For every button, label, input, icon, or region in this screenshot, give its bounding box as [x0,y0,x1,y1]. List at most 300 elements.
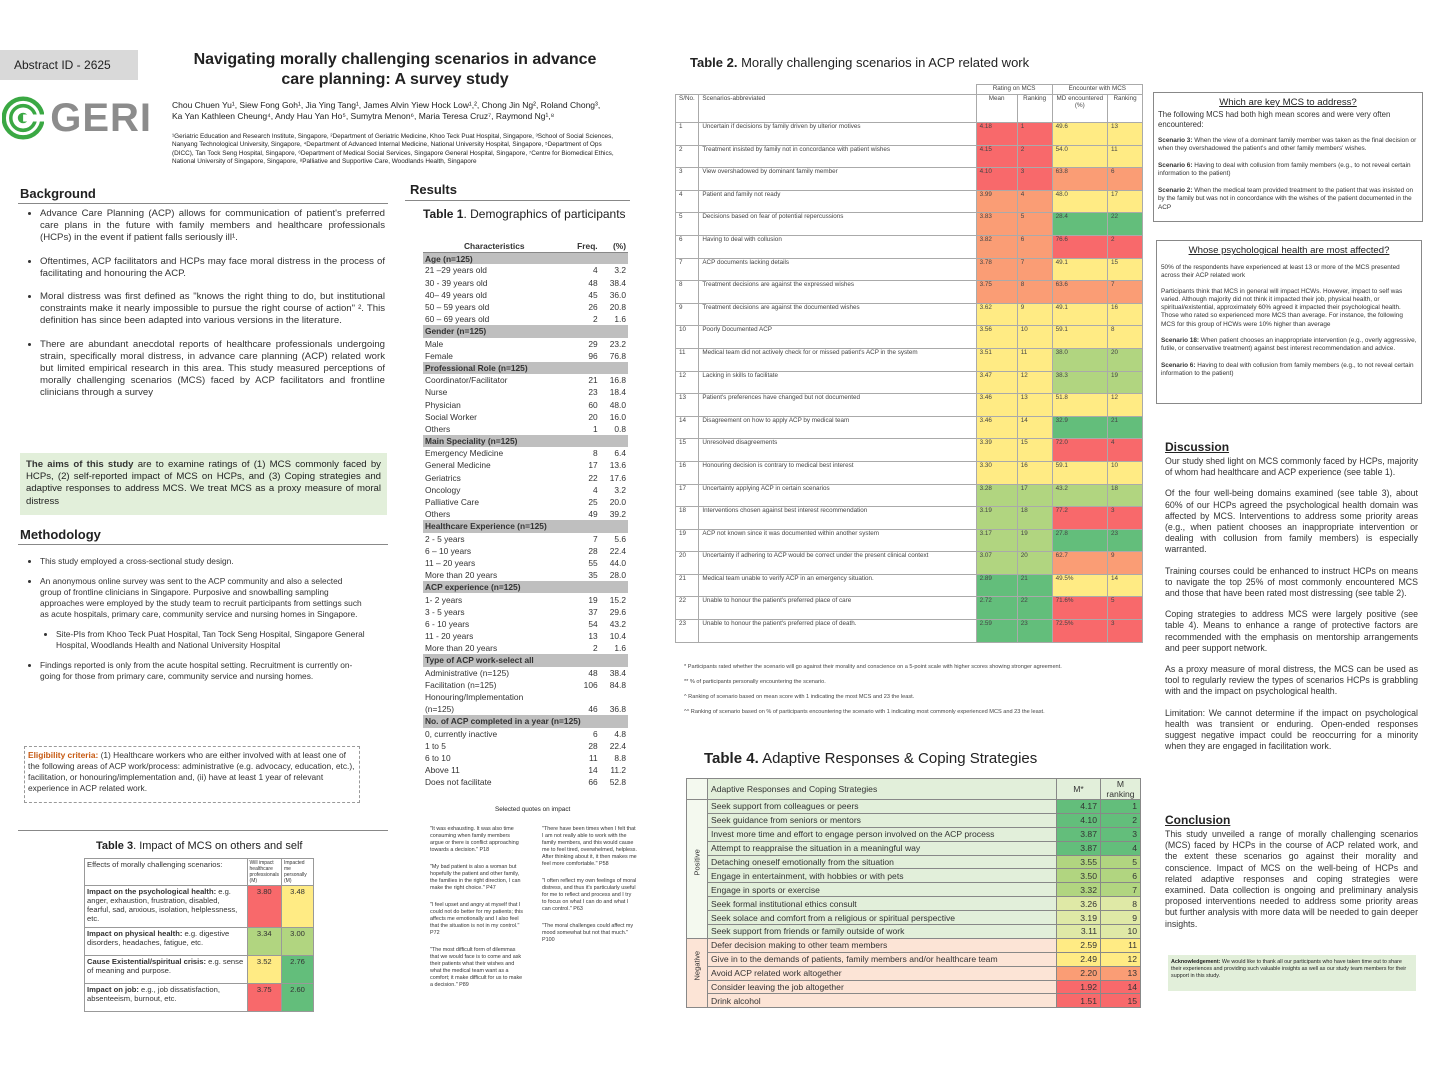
table2-header-cell: Scenarios-abbreviated [699,95,976,123]
table1-cell: 21 –29 years old [425,265,487,276]
ack-label: Acknowledgement: [1171,959,1221,965]
table2-mean: 3.17 [976,529,1017,552]
quote-item: "The moral challenges could affect my mood somewhat but not that much." P100 [542,923,634,943]
table4-rank: 11 [1101,938,1141,952]
table1-group-label: Healthcare Experience (n=125) [423,520,628,532]
table4-rank: 2 [1101,813,1141,827]
table2-header-row [676,95,1143,123]
table1-pct: 8.8 [614,752,626,763]
discussion-paragraph: Our study shed light on MCS commonly faced by HCPs, majority of whom had healthcare and ACP experience (see table 1). [1165,456,1418,478]
table2-footnote: ^^ Ranking of scenario based on % of participants encountering the scenario with 1 indicating most commonly experienced MCS and 23 the least. [684,709,1045,715]
table4-rank: 6 [1101,869,1141,883]
table1-row [423,350,628,362]
table2-row [676,507,1143,530]
background-bullet: • There are abundant anecdotal reports of healthcare professionals undergoing strain, specifically moral distress, in advance care planning (ACP) related work but limited empirical research in this area. This study measured perceptions of morally challenging scenarios (MCS) faced by ACP facilitators and frontline clinicians through a survey [40,339,385,400]
geri-logo-mark-icon [2,94,44,142]
table1-group-row [423,654,628,666]
table3-row [85,984,314,1012]
table2-mean: 3.56 [976,326,1017,349]
table1-cell: 6 – 10 years [425,545,472,556]
table3 [84,858,314,1012]
table2-mean: 3.46 [976,416,1017,439]
results-heading: Results [410,182,457,197]
table1-freq: 55 [588,557,598,568]
table1-row [423,569,628,581]
table1-pct: 52.8 [609,777,626,788]
table2-row [676,371,1143,394]
table4-title [704,750,1037,767]
table3-title-bold: Table 3 [96,840,134,852]
table1-row [423,618,628,630]
table2-encounter: 76.6 [1052,235,1107,258]
table4-rank: 3 [1101,827,1141,841]
table1-pct: 13.6 [609,460,626,471]
table1-cell: 40– 49 years old [425,289,487,300]
table2-rank: 8 [1017,281,1052,304]
table2-sno: 14 [676,416,699,439]
table1-title-text: . Demographics of participants [463,207,626,221]
aims-text: are to examine ratings of (1) MCS commonly faced by HCPs, (2) self-reported impact of MCS on HCPs, and (3) Coping strategies and adaptive responses to address MCS. We treat MCS as a proxy measure of moral distress [26,459,381,507]
table1-cell: Physician [425,399,461,410]
table1-group-row [423,362,628,374]
table1-cell: 2 - 5 years [425,533,465,544]
table2-sno: 1 [676,123,699,146]
table2-sno: 20 [676,552,699,575]
geri-logo [2,92,152,144]
table2-sno: 16 [676,461,699,484]
aims-lead: The aims of this study [26,459,134,470]
table2-rank2: 17 [1108,190,1143,213]
affiliations: ¹Geriatric Education and Research Institute, Singapore, ²Department of Geriatric Medicine, Khoo Teck Puat Hospital, Singapore, ³School of Social Sciences, Nanyang Technological University, Singapore, ⁴Department of Advanced Internal Medicine, National University Hospital, Singapore, ⁵Department of Ops (DICC), Tan Tock Seng Hospital, Singapore, ⁶Department of Medical Social Services, Singapore General Hospital, Singapore, ⁷Centre for Biomedical Ethics, National University of Singapore, Singapore, ⁸Palliative and Supportive Care, Woodlands Health, Singapore [172,133,614,166]
table2-rank: 20 [1017,552,1052,575]
table1-row [423,691,628,703]
table3-value-others: 3.75 [247,984,281,1012]
table4-mean: 3.50 [1057,869,1101,883]
table1-freq: 22 [588,472,598,483]
table1-pct: 3.2 [614,265,626,276]
quote-item: "My bad patient is also a woman but hopefully the patient and other family, the families in the right direction, I can make the right choice." P47 [430,864,521,891]
table4-rank: 15 [1101,994,1141,1008]
table2-rank2: 22 [1108,213,1143,236]
table1-freq [566,691,600,703]
background-list [20,208,385,411]
table2-sno: 10 [676,326,699,349]
discussion-paragraph: Training courses could be enhanced to instruct HCPs on means to navigate the top 25% of most commonly encountered MCS and those that have been rated most distressing (see table 2). [1165,565,1418,599]
table2-row [676,348,1143,371]
table2-scenario: Uncertainty applying ACP in certain scenarios [699,484,976,507]
table2-row [676,574,1143,597]
table2-encounter: 72.0 [1052,439,1107,462]
poster-title: Navigating morally challenging scenarios in advance care planning: A survey study [193,51,597,88]
table2-rank: 13 [1017,394,1052,417]
table3-value-self: 2.76 [282,956,314,984]
table2-encounter: 38.3 [1052,371,1107,394]
table4-group-label: Positive [692,849,702,876]
table1-freq: 45 [588,289,598,300]
table4-strategy: Seek support from friends or family outside of work [708,925,1057,939]
table1-row [423,301,628,313]
table2-rank: 16 [1017,461,1052,484]
table4-mean: 3.87 [1057,827,1101,841]
table3-value-self: 3.00 [282,928,314,956]
table1-freq: 14 [588,765,598,776]
table3-effect-desc: e.g. anger, exhaustion, frustration, disabled, fearful, sad, anxious, isolation, helplessness, etc. [87,887,238,923]
scenario-note-text: When the view of a dominant family member was taken as the final decision or when they overshadowed the patient's and other family members' wishes. [1158,137,1417,153]
table4-title-text: Adaptive Responses & Coping Strategies [758,750,1038,767]
scenario-note [1161,362,1417,378]
table1-freq: 6 [592,728,598,739]
table1-pct: 22.4 [609,740,626,751]
table1-cell: Emergency Medicine [425,448,504,459]
eligibility-label: Eligibility criteria: [28,750,99,760]
table1-cell: 30 - 39 years old [425,277,488,288]
table4-blank [687,779,708,800]
table1-freq: 7 [592,533,598,544]
table1-pct: 11.2 [610,765,626,776]
table2-scenario: Having to deal with collusion [699,235,976,258]
table4-strategy: Detaching oneself emotionally from the situation [708,855,1057,869]
table1 [423,240,628,788]
table2-scenario: Decisions based on fear of potential repercussions [699,213,976,236]
table2-rank: 15 [1017,439,1052,462]
table1-row [423,606,628,618]
divider [18,203,388,204]
abstract-id: Abstract ID - 2625 [0,50,138,80]
table2-row [676,145,1143,168]
psych-health-items [1161,337,1417,378]
table4-mean: 3.55 [1057,855,1101,869]
divider [405,200,630,201]
table4-row [687,841,1141,855]
table1-row [423,593,628,605]
table2-mean: 3.62 [976,303,1017,326]
table2-rank2: 2 [1108,235,1143,258]
table1-freq: 8 [592,448,598,459]
table1-row [423,386,628,398]
table4-header-cell: M* [1057,779,1101,800]
table2-scenario: Honouring decision is contrary to medical best interest [699,461,976,484]
key-mcs-title: Which are key MCS to address? [1219,97,1357,108]
table2 [675,84,1143,643]
table2-rank2: 11 [1108,145,1143,168]
table2-rank: 2 [1017,145,1052,168]
table2-rank: 12 [1017,371,1052,394]
scenario-note-text: Having to deal with collusion from family members (e.g., to not reveal certain information to the patient) [1158,162,1411,178]
table2-sno: 13 [676,394,699,417]
table2-footnote: * Participants rated whether the scenario will go against their morality and conscience on a 5-point scale with higher scores showing stronger agreement. [684,664,1062,670]
table2-encounter: 49.1 [1052,258,1107,281]
table3-header-cell: Effects of morally challenging scenarios: [85,859,248,886]
table2-footnote: ** % of participants personally encountering the scenario. [684,679,826,685]
table2-rank2: 4 [1108,439,1143,462]
table3-effect-label: Impact on job: [87,985,139,994]
table2-encounter: 27.8 [1052,529,1107,552]
table2-rank2: 19 [1108,371,1143,394]
table2-title [690,55,1029,70]
table2-sno: 12 [676,371,699,394]
table2-scenario: Unable to honour the patient's preferred place of death. [699,620,976,643]
table2-rank2: 21 [1108,416,1143,439]
table3-value-others: 3.80 [247,886,281,928]
table4-group-label: Negative [692,950,702,981]
table2-encounter: 72.5% [1052,620,1107,643]
table2-encounter: 59.1 [1052,326,1107,349]
table2-rank: 5 [1017,213,1052,236]
table4-mean: 3.26 [1057,897,1101,911]
table2-sno: 15 [676,439,699,462]
table2-row [676,190,1143,213]
table1-pct: 6.4 [614,448,626,459]
table4-title-bold: Table 4. [704,750,759,767]
table1-pct: 36.8 [609,704,626,715]
table4-row [687,980,1141,994]
table2-row [676,123,1143,146]
scenario-note-label: Scenario 6: [1158,162,1193,170]
table4-strategy: Drink alcohol [708,994,1057,1008]
table2-row [676,484,1143,507]
table2-rank: 18 [1017,507,1052,530]
methodology-list [20,556,365,691]
table1-cell: 11 - 20 years [425,631,474,642]
table2-rank: 1 [1017,123,1052,146]
table2-mean: 3.30 [976,461,1017,484]
table1-row [423,508,628,520]
discussion-paragraph: Of the four well-being domains examined (see table 3), about 60% of our HCPs agreed the psychological health domain was affected by MCS. Interventions to address some priority areas (e.g., when patient chooses an inappropriate intervention or dealing with collusion from family members) is especially warranted. [1165,488,1418,555]
table1-cell: Facilitation (n=125) [425,679,497,690]
table1-cell: 50 – 59 years old [425,302,490,313]
table4-strategy: Invest more time and effort to engage person involved on the ACP process [708,827,1057,841]
table3-effect-label: Cause Existential/spiritual crisis: [87,957,207,966]
table2-row [676,416,1143,439]
psych-health-box [1156,240,1422,404]
table4-mean: 3.19 [1057,911,1101,925]
table2-mean: 3.46 [976,394,1017,417]
table1-cell: 11 – 20 years [425,557,476,568]
table1-row [423,398,628,410]
table2-sno: 11 [676,348,699,371]
table1-pct: 3.2 [614,484,626,495]
table2-sno: 9 [676,303,699,326]
table1-row [423,728,628,740]
table2-rank2: 14 [1108,574,1143,597]
table4-rank: 9 [1101,911,1141,925]
table4-strategy: Engage in sports or exercise [708,883,1057,897]
table1-freq: 66 [588,777,598,788]
table4-row [687,897,1141,911]
table2-rank: 21 [1017,574,1052,597]
quote-item: "It was exhausting. It was also time consuming when family members argue or there is conflict approaching towards a decision." P18 [430,826,519,853]
table2-rank2: 5 [1108,597,1143,620]
table1-row [423,313,628,325]
table4-row [687,813,1141,827]
table1-freq: 21 [588,375,598,386]
table1-freq: 28 [588,545,598,556]
table1-pct: 22.4 [609,545,626,556]
discussion-heading: Discussion [1165,440,1230,454]
table3-row [85,886,314,928]
table4-row [687,800,1141,814]
table4-row [687,952,1141,966]
acknowledgement-box [1168,955,1416,991]
table4-group-positive [687,800,708,939]
table2-encounter: 63.6 [1052,281,1107,304]
table4-strategy: Engage in entertainment, with hobbies or with pets [708,869,1057,883]
quotes-title: Selected quotes on impact [495,806,571,813]
psych-health-p2: Participants think that MCS in general will impact HCWs. However, impact to self was varied. Although majority did not think it impacted their job, physical health, or spiritual/existential, approximately 60% agreed it impacted their psychological health. Those who rated so experienced more MCS than average. For instance, the following MCS for this group of HCWs were 10% higher than average [1161,288,1403,328]
table2-rank2: 6 [1108,168,1143,191]
table2-sno: 2 [676,145,699,168]
table2-scenario: Medical team did not actively check for or missed patient's ACP in the system [699,348,976,371]
table1-freq: 28 [588,740,598,751]
table4-mean: 1.92 [1057,980,1101,994]
table4-strategy: Seek support from colleagues or peers [708,800,1057,814]
scenario-note-text: Having to deal with collusion from family members (e.g., to not reveal certain information to the patient) [1161,361,1414,377]
table2-mean: 3.99 [976,190,1017,213]
table1-pct [600,691,628,703]
methodology-bullet: • Site-PIs from Khoo Teck Puat Hospital, Tan Tock Seng Hospital, Singapore General Hospital, Woodlands Health and National University Hospital [56,629,365,651]
table1-group-label: Type of ACP work-select all [423,654,628,666]
table1-cell: 6 to 10 [425,752,451,763]
table1-group-label: Gender (n=125) [423,325,628,337]
divider [18,830,388,831]
table2-mean: 2.89 [976,574,1017,597]
table1-row [423,411,628,423]
table1-row [423,764,628,776]
table2-rank2: 16 [1108,303,1143,326]
table2-row [676,394,1143,417]
table4-rank: 14 [1101,980,1141,994]
table1-group-row [423,581,628,593]
logo-text: GERI [50,95,152,140]
table3-header-cell: Will impact healthcare professionals (M) [247,859,281,886]
authors: Chou Chuen Yu¹, Siew Fong Goh¹, Jia Ying Tang¹, James Alvin Yiew Hock Low¹,², Chong Jin Ng², Roland Chong³, Ka Yan Kathleen Cheung⁴, Andy Hau Yan Ho⁵, Sumytra Menon⁶, Maria Teresa Cruz⁷, Raymond Ng¹,⁸ [172,100,601,121]
table1-group-row [423,715,628,727]
table2-rank: 6 [1017,235,1052,258]
table1-cell: General Medicine [425,460,491,471]
table3-effect [85,984,248,1012]
table2-title-bold: Table 2. [690,55,738,70]
table4-strategy: Defer decision making to other team members [708,938,1057,952]
table2-sno: 23 [676,620,699,643]
table1-cell: Does not facilitate [425,777,492,788]
table2-group-row [676,85,1143,95]
table4-header-row [687,779,1141,800]
table2-sno: 22 [676,597,699,620]
scenario-note-text: When the medical team provided treatment to the patient that was insisted on by the family but was not in concordance with the wishes of the patient documented in the ACP [1158,187,1414,211]
table4-row [687,966,1141,980]
table1-freq: 46 [588,704,598,715]
table2-header-cell: MD encountered (%) [1052,95,1107,123]
table1-row [423,630,628,642]
table2-row [676,620,1143,643]
table1-pct: 43.2 [609,618,626,629]
table2-rank: 10 [1017,326,1052,349]
table3-value-others: 3.34 [247,928,281,956]
table1-pct: 48.0 [609,399,626,410]
table1-row [423,679,628,691]
table2-mean: 3.39 [976,439,1017,462]
table1-cell: Male [425,338,444,349]
scenario-note [1158,187,1418,211]
table1-freq: 48 [588,667,598,678]
table2-scenario: Treatment decisions are against the documented wishes [699,303,976,326]
table1-header-cell: Freq. [566,240,600,252]
table1-cell: Female [425,350,453,361]
table2-rank: 9 [1017,303,1052,326]
table2-blank [676,85,977,95]
table2-encounter: 63.8 [1052,168,1107,191]
table1-freq: 60 [588,399,598,410]
table1-freq: 11 [588,752,598,763]
table1-cell: 1- 2 years [425,594,463,605]
quote-item: "I often reflect my own feelings of moral distress, and thus it's particularly useful for me to reflect and process and I try to focus on what I can do and what I can control." P63 [542,878,637,912]
table2-mean: 2.59 [976,620,1017,643]
table2-encounter: 51.8 [1052,394,1107,417]
table1-cell: Geriatrics [425,472,461,483]
table1-pct: 38.4 [609,277,626,288]
divider [18,544,388,545]
table1-row [423,776,628,788]
table4-group-negative [687,938,708,1007]
table1-cell: More than 20 years [425,643,498,654]
table1-cell: Oncology [425,484,461,495]
table2-mean: 3.78 [976,258,1017,281]
table3-header-cell: Impacted me personally (M) [282,859,314,886]
table2-scenario: Patient's preferences have changed but not documented [699,394,976,417]
table2-mean: 3.07 [976,552,1017,575]
aims-box [20,453,387,515]
scenario-note [1161,337,1417,353]
table3-row [85,928,314,956]
table2-encounter: 48.0 [1052,190,1107,213]
table1-pct: 76.8 [609,350,626,361]
table2-encounter: 77.2 [1052,507,1107,530]
table2-encounter: 38.0 [1052,348,1107,371]
table4-rank: 8 [1101,897,1141,911]
table2-rank2: 3 [1108,507,1143,530]
table2-encounter: 62.7 [1052,552,1107,575]
table1-cell: Others [425,423,451,434]
table2-sno: 4 [676,190,699,213]
psych-health-p1: 50% of the respondents have experienced at least 13 or more of the MCS presented across their ACP related work [1161,264,1400,280]
table1-pct: 29.6 [609,606,626,617]
table1-pct: 4.8 [614,728,626,739]
table2-scenario: ACP not known since it was documented within another system [699,529,976,552]
table2-rank: 22 [1017,597,1052,620]
table1-freq: 49 [588,509,598,520]
table4-row [687,883,1141,897]
conclusion-heading: Conclusion [1165,813,1231,827]
table4-rank: 7 [1101,883,1141,897]
methodology-bullet: • Findings reported is only from the acute hospital setting. Recruitment is currently on-going for those from primary care, community service and nursing homes. [40,660,365,682]
table1-pct: 44.0 [609,557,626,568]
table1-freq: 26 [588,302,598,313]
table2-row [676,461,1143,484]
table3-effect-desc: e.g. sense of meaning and purpose. [87,957,244,975]
table2-sno: 3 [676,168,699,191]
table1-freq: 96 [588,350,598,361]
table2-rank: 4 [1017,190,1052,213]
table1-header-cell: Characteristics [423,240,566,252]
table4-row [687,869,1141,883]
table1-row [423,423,628,435]
table1-pct: 5.6 [614,533,626,544]
table1-pct: 1.6 [614,314,626,325]
table2-rank2: 10 [1108,461,1143,484]
table4-rank: 5 [1101,855,1141,869]
table2-encounter: 54.0 [1052,145,1107,168]
table4-strategy: Attempt to reappraise the situation in a meaningful way [708,841,1057,855]
